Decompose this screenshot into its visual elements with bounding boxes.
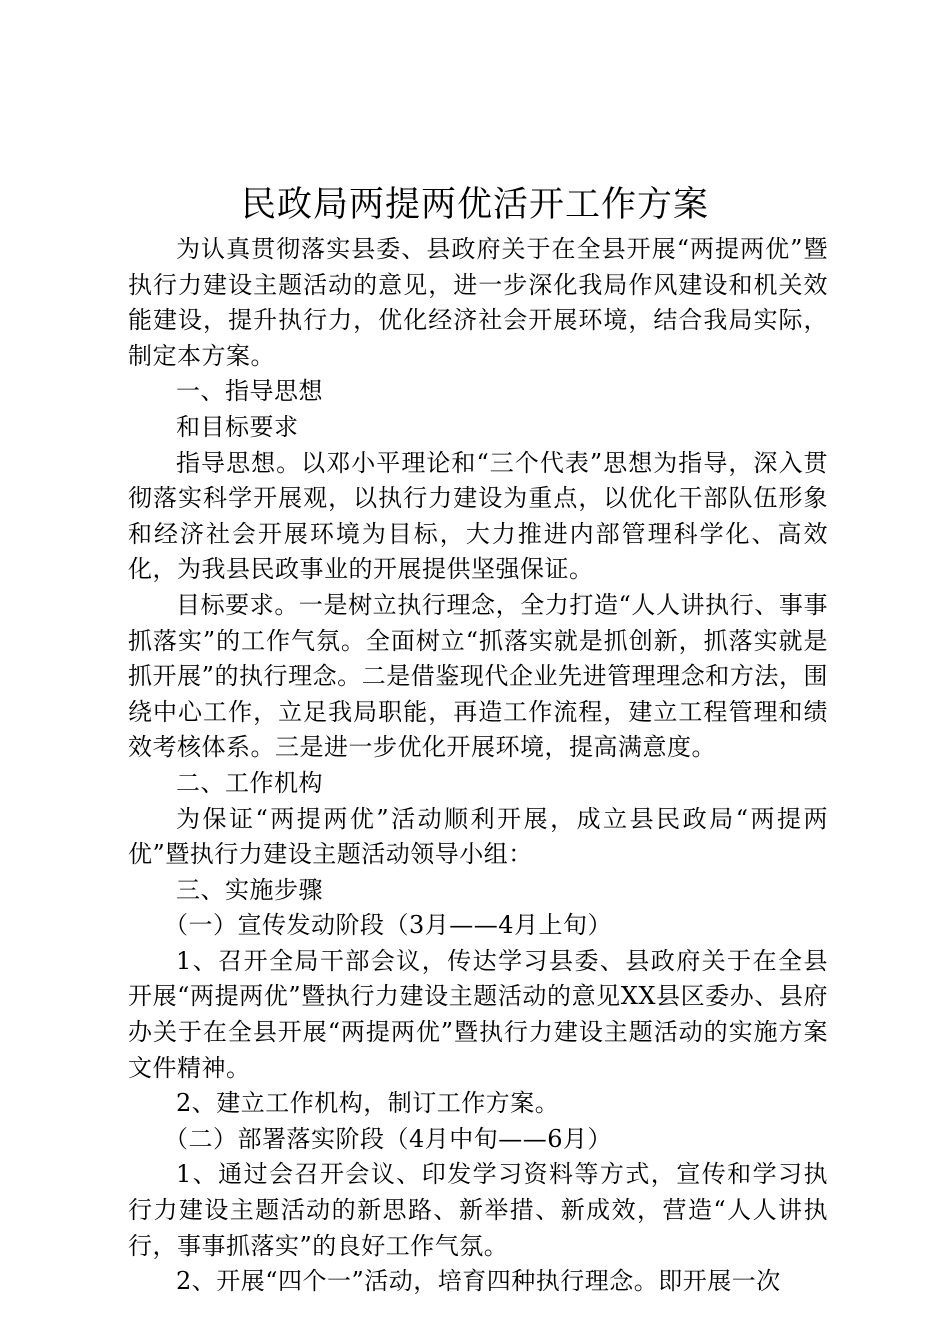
section-heading-steps: 三、实施步骤 <box>176 875 323 904</box>
section-heading-organization: 二、工作机构 <box>176 768 323 797</box>
paragraph-goals: 目标要求。一是树立执行理念，全力打造“人人讲执行、事事抓落实”的工作气氛。全面树立“抓落实就是抓创新，抓落实就是抓开展”的执行理念。二是借鉴现代企业先进管理理念和方法，围绕中心工作，立足我局职能，再造工作流程，建立工程管理和绩效考核体系。三是进一步优化开展环境，提高满意度。 <box>128 590 828 762</box>
list-item-implementation-1: 1、通过会召开会议、印发学习资料等方式，宣传和学习执行力建设主题活动的新思路、新举措、新成效，营造“人人讲执行，事事抓落实”的良好工作气氛。 <box>128 1160 828 1260</box>
paragraph-organization: 为保证“两提两优”活动顺利开展，成立县民政局“两提两优”暨执行力建设主题活动领导小组： <box>128 804 828 869</box>
subsection-heading-publicity: （一）宣传发动阶段（3月——4月上旬） <box>164 911 613 940</box>
list-item-implementation-2: 2、开展“四个一”活动，培育四种执行理念。即开展一次 <box>176 1267 781 1296</box>
section-heading-guiding-thought: 一、指导思想 <box>176 377 323 406</box>
subsection-heading-implementation: （二）部署落实阶段（4月中旬——6月） <box>164 1124 613 1153</box>
document-body <box>128 232 828 1300</box>
section-heading-goals: 和目标要求 <box>176 412 299 441</box>
document-title: 民政局两提两优活开工作方案 <box>240 185 709 225</box>
paragraph-guiding-thought: 指导思想。以邓小平理论和“三个代表”思想为指导，深入贯彻落实科学开展观，以执行力建设为重点，以优化干部队伍形象和经济社会开展环境为目标，大力推进内部管理科学化、高效化，为我县民政事业的开展提供坚强保证。 <box>128 448 828 584</box>
list-item-publicity-2: 2、建立工作机构，制订工作方案。 <box>176 1089 560 1118</box>
paragraph-intro: 为认真贯彻落实县委、县政府关于在全县开展“两提两优”暨执行力建设主题活动的意见，进一步深化我局作风建设和机关效能建设，提升执行力，优化经济社会开展环境，结合我局实际，制定本方案。 <box>128 235 828 370</box>
list-item-publicity-1: 1、召开全局干部会议，传达学习县委、县政府关于在全县开展“两提两优”暨执行力建设主题活动的意见XX县区委办、县府办关于在全县开展“两提两优”暨执行力建设主题活动的实施方案文件精神。 <box>128 946 828 1082</box>
